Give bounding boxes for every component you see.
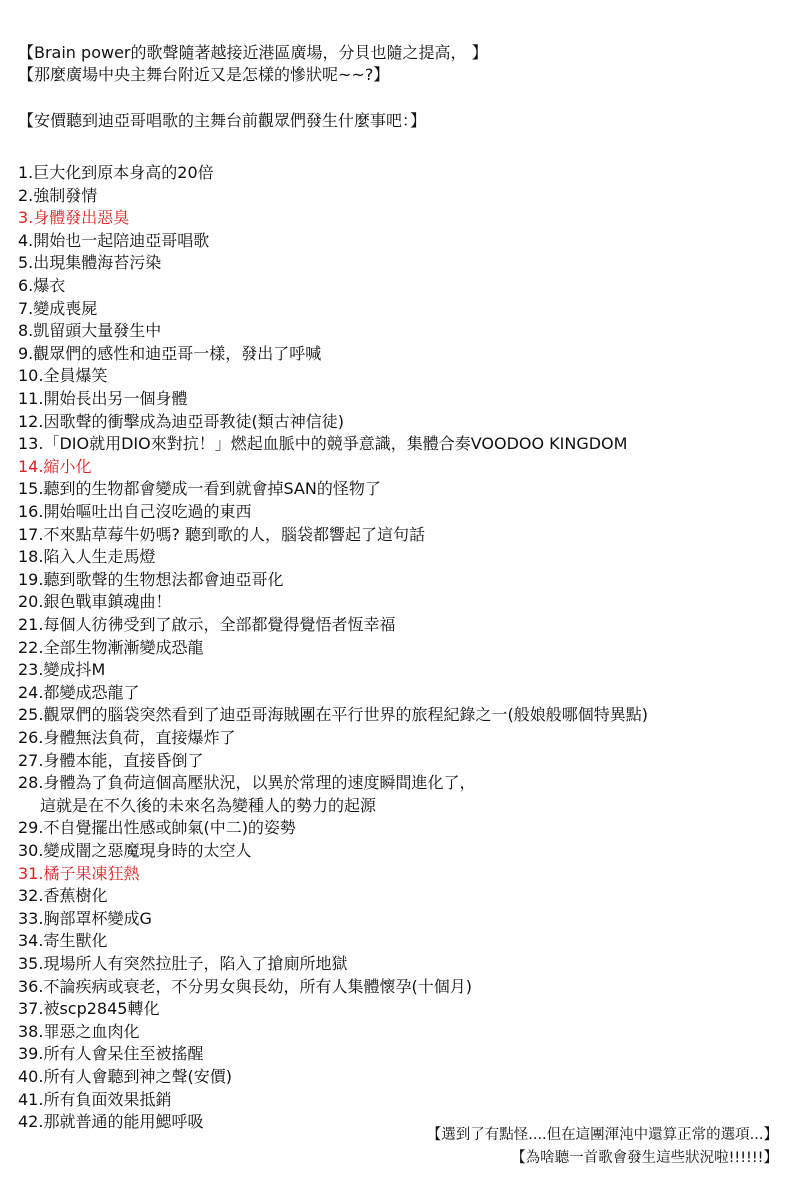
list-item: 15.聽到的生物都會變成一看到就會掉SAN的怪物了 <box>18 479 381 499</box>
list-item: 36.不論疾病或衰老，不分男女與長幼，所有人集體懷孕(十個月) <box>18 976 472 996</box>
list-item: 42.那就普通的能用鰓呼吸 <box>18 1112 204 1132</box>
list-item: 28.身體為了負荷這個高壓狀況，以異於常理的速度瞬間進化了， <box>18 773 476 793</box>
list-item: 22.全部生物漸漸變成恐龍 <box>18 637 204 657</box>
list-item: 7.變成喪屍 <box>18 298 98 318</box>
list-item: 29.不自覺擺出性感或帥氣(中二)的姿勢 <box>18 818 296 838</box>
list-item: 34.寄生獸化 <box>18 931 108 951</box>
list-item: 11.開始長出另一個身體 <box>18 389 188 408</box>
list-item: 17.不來點草莓牛奶嗎? 聽到歌的人，腦袋都響起了這句話 <box>18 524 426 544</box>
list-item: 27.身體本能，直接昏倒了 <box>18 750 204 770</box>
list-item: 3.身體發出惡臭 <box>18 208 130 228</box>
list-item: 8.凱留頭大量發生中 <box>18 321 162 341</box>
list-item: 37.被scp2845轉化 <box>18 999 160 1019</box>
list-item: 12.因歌聲的衝擊成為迪亞哥教徒(類古神信徒) <box>18 411 344 431</box>
list-item: 38.罪惡之血肉化 <box>18 1021 140 1041</box>
list-item: 40.所有人會聽到神之聲(安價) <box>18 1067 232 1086</box>
intro-line-2: 【那麼廣場中央主舞台附近又是怎樣的慘狀呢~~?】 <box>18 65 390 84</box>
list-item: 4.開始也一起陪迪亞哥唱歌 <box>18 230 210 250</box>
list-item: 5.出現集體海苔污染 <box>18 253 162 273</box>
list-item: 2.強制發情 <box>18 185 98 205</box>
list-item: 1.巨大化到原本身高的20倍 <box>18 163 214 182</box>
list-item: 14.縮小化 <box>18 456 92 476</box>
list-item: 39.所有人會呆住至被搖醒 <box>18 1044 204 1064</box>
list-item: 32.香蕉樹化 <box>18 886 108 906</box>
footer-line-2: 【為啥聽一首歌會發生這些狀況啦!!!!!!】 <box>511 1150 778 1166</box>
list-item: 6.爆衣 <box>18 276 66 295</box>
list-item: 10.全員爆笑 <box>18 366 108 386</box>
list-item: 19.聽到歌聲的生物想法都會迪亞哥化 <box>18 569 284 589</box>
list-item: 9.觀眾們的感性和迪亞哥一樣，發出了呼喊 <box>18 343 322 363</box>
intro-line-1: 【Brain power的歌聲隨著越接近港區廣場，分貝也隨之提高， 】 <box>18 43 488 62</box>
list-item: 33.胸部罩杯變成G <box>18 908 152 928</box>
list-item: 24.都變成恐龍了 <box>18 682 140 702</box>
list-item: 13.「DIO就用DIO來對抗！」燃起血脈中的競爭意識，集體合奏VOODOO KINGDOM <box>18 434 628 454</box>
list-item: 16.開始嘔吐出自己沒吃過的東西 <box>18 502 252 521</box>
footer-line-1: 【選到了有點怪....但在這團渾沌中還算正常的選項...】 <box>426 1127 778 1143</box>
list-item-continuation: 這就是在不久後的未來名為變種人的勢力的起源 <box>40 795 377 815</box>
list-item: 30.變成闇之惡魔現身時的太空人 <box>18 841 252 860</box>
list-item: 20.銀色戰車鎮魂曲！ <box>18 592 172 612</box>
list-item: 21.每個人彷彿受到了啟示，全部都覺得覺悟者恆幸福 <box>18 615 396 634</box>
list-item: 25.觀眾們的腦袋突然看到了迪亞哥海賊團在平行世界的旅程紀錄之一(般娘般哪個特異點) <box>18 705 648 725</box>
list-item: 41.所有負面效果抵銷 <box>18 1089 172 1109</box>
list-item: 26.身體無法負荷，直接爆炸了 <box>18 728 236 747</box>
list-item: 18.陷入人生走馬燈 <box>18 547 156 567</box>
list-item: 31.橘子果凍狂熱 <box>18 863 140 883</box>
list-item: 35.現場所人有突然拉肚子，陷入了搶廁所地獄 <box>18 954 348 973</box>
intro-line-3: 【安價聽到迪亞哥唱歌的主舞台前觀眾們發生什麼事吧：】 <box>18 111 427 130</box>
list-item: 23.變成抖M <box>18 660 106 680</box>
